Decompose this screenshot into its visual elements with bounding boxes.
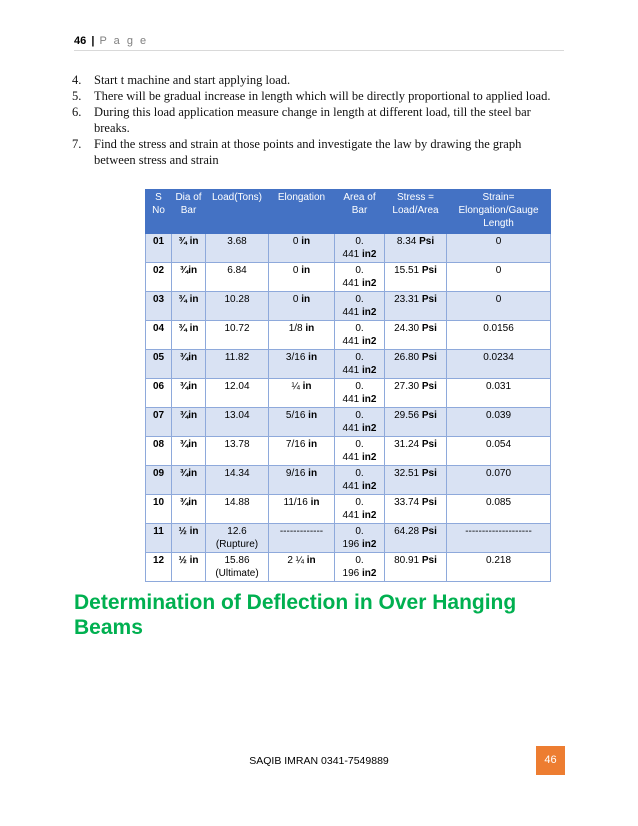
cell-elongation <box>269 292 335 321</box>
elongation-value: 11/16 <box>283 497 308 508</box>
cell-sno: 05 <box>146 350 172 379</box>
area-value-part1: 0. <box>355 294 364 305</box>
elongation-value: ------------- <box>279 526 324 537</box>
table-row <box>146 292 551 321</box>
area-value-part1: 0. <box>355 265 364 276</box>
load-value: 14.34 <box>224 468 250 479</box>
stress-value: 15.51 <box>394 265 420 276</box>
cell-dia: ¾in <box>172 263 206 292</box>
area-line2 <box>337 509 382 522</box>
area-unit: in2 <box>362 510 377 521</box>
cell-strain: 0.0156 <box>447 321 551 350</box>
cell-load <box>206 524 269 553</box>
cell-strain: 0.0234 <box>447 350 551 379</box>
results-table-container <box>145 189 551 582</box>
stress-value: 64.28 <box>394 526 420 537</box>
cell-sno: 12 <box>146 553 172 582</box>
cell-load <box>206 466 269 495</box>
footer-page-badge: 46 <box>536 746 565 775</box>
area-unit: in2 <box>362 452 377 463</box>
cell-elongation <box>269 466 335 495</box>
cell-elongation <box>269 437 335 466</box>
area-line2 <box>337 422 382 435</box>
area-line2 <box>337 538 382 551</box>
table-row <box>146 263 551 292</box>
procedure-step <box>72 104 562 136</box>
elongation-unit: in <box>310 497 320 508</box>
cell-sno: 01 <box>146 234 172 263</box>
elongation-value: 0 <box>292 265 299 276</box>
load-value: 10.28 <box>224 294 250 305</box>
stress-value: 80.91 <box>394 555 420 566</box>
cell-dia: ¾in <box>172 495 206 524</box>
page-header <box>74 35 564 51</box>
cell-elongation <box>269 321 335 350</box>
stress-value: 26.80 <box>394 352 420 363</box>
elongation-unit: in <box>301 236 311 247</box>
cell-strain: 0.039 <box>447 408 551 437</box>
elongation-value: 2 ¼ <box>287 555 304 566</box>
procedure-step <box>72 88 562 104</box>
area-value-part2: 196 <box>342 539 360 550</box>
step-text: Find the stress and strain at those points and investigate the law by drawing the graph between stress and strain <box>94 137 522 167</box>
cell-stress <box>385 553 447 582</box>
load-value: 13.78 <box>224 439 250 450</box>
cell-dia: ½ in <box>172 553 206 582</box>
stress-unit: Psi <box>421 352 437 363</box>
header-page-number: 46 <box>74 35 87 47</box>
column-header: Load(Tons) <box>206 190 269 234</box>
column-header: Strain= Elongation/Gauge Length <box>447 190 551 234</box>
elongation-value: 5/16 <box>285 410 306 421</box>
stress-unit: Psi <box>421 381 437 392</box>
cell-strain: -------------------- <box>447 524 551 553</box>
area-value-part1: 0. <box>355 497 364 508</box>
area-value-part2: 441 <box>342 481 360 492</box>
cell-dia: ¾ in <box>172 234 206 263</box>
stress-value: 27.30 <box>394 381 420 392</box>
table-row <box>146 553 551 582</box>
cell-dia: ¾ in <box>172 321 206 350</box>
area-value-part2: 441 <box>342 452 360 463</box>
elongation-value: ¼ <box>291 381 300 392</box>
cell-elongation <box>269 524 335 553</box>
column-header: Stress = Load/Area <box>385 190 447 234</box>
table-body <box>146 234 551 582</box>
step-text: There will be gradual increase in length which will be directly proportional to applied load. <box>94 89 551 103</box>
cell-area <box>335 379 385 408</box>
column-header: Elongation <box>269 190 335 234</box>
area-unit: in2 <box>362 568 377 579</box>
cell-load <box>206 553 269 582</box>
cell-dia: ¾in <box>172 437 206 466</box>
cell-stress <box>385 379 447 408</box>
area-value-part1: 0. <box>355 410 364 421</box>
cell-stress <box>385 466 447 495</box>
elongation-value: 3/16 <box>285 352 306 363</box>
area-value-part2: 441 <box>342 394 360 405</box>
cell-elongation <box>269 379 335 408</box>
area-unit: in2 <box>362 278 377 289</box>
table-row <box>146 234 551 263</box>
area-value-part2: 441 <box>342 423 360 434</box>
cell-strain: 0.070 <box>447 466 551 495</box>
load-value: 12.6 <box>227 526 247 537</box>
load-value: 12.04 <box>224 381 250 392</box>
area-value-part1: 0. <box>355 323 364 334</box>
procedure-step <box>72 136 562 168</box>
cell-stress <box>385 524 447 553</box>
area-line2 <box>337 567 382 580</box>
area-value-part1: 0. <box>355 526 364 537</box>
area-value-part1: 0. <box>355 381 364 392</box>
stress-unit: Psi <box>421 497 437 508</box>
area-line2 <box>337 248 382 261</box>
cell-strain: 0.085 <box>447 495 551 524</box>
area-line2 <box>337 277 382 290</box>
cell-strain: 0.031 <box>447 379 551 408</box>
header-separator: | <box>91 35 95 47</box>
header-page-label: P a g e <box>99 35 149 47</box>
cell-load <box>206 379 269 408</box>
cell-load <box>206 437 269 466</box>
area-value-part1: 0. <box>355 468 364 479</box>
cell-strain: 0 <box>447 234 551 263</box>
step-number: 5. <box>72 89 82 103</box>
cell-sno: 10 <box>146 495 172 524</box>
elongation-unit: in <box>301 294 311 305</box>
cell-stress <box>385 408 447 437</box>
area-value-part1: 0. <box>355 555 364 566</box>
cell-stress <box>385 234 447 263</box>
stress-unit: Psi <box>421 323 437 334</box>
cell-load <box>206 321 269 350</box>
elongation-value: 7/16 <box>285 439 306 450</box>
section-heading: Determination of Deflection in Over Hanging Beams <box>74 591 517 639</box>
cell-elongation <box>269 234 335 263</box>
area-value-part2: 441 <box>342 510 360 521</box>
area-unit: in2 <box>362 249 377 260</box>
area-line2 <box>337 306 382 319</box>
cell-load <box>206 495 269 524</box>
area-unit: in2 <box>362 423 377 434</box>
stress-unit: Psi <box>421 265 437 276</box>
load-value: 3.68 <box>227 236 247 247</box>
cell-dia: ¾in <box>172 466 206 495</box>
elongation-unit: in <box>305 323 315 334</box>
cell-area <box>335 495 385 524</box>
cell-stress <box>385 495 447 524</box>
stress-unit: Psi <box>421 410 437 421</box>
stress-value: 29.56 <box>394 410 420 421</box>
column-header: Dia of Bar <box>172 190 206 234</box>
cell-sno: 07 <box>146 408 172 437</box>
area-line2 <box>337 480 382 493</box>
cell-strain: 0 <box>447 292 551 321</box>
elongation-value: 1/8 <box>288 323 303 334</box>
load-value: 10.72 <box>224 323 250 334</box>
elongation-unit: in <box>308 410 318 421</box>
step-text: During this load application measure change in length at different load, till the steel bar breaks. <box>94 105 531 135</box>
cell-elongation <box>269 408 335 437</box>
cell-dia: ½ in <box>172 524 206 553</box>
column-header: S No <box>146 190 172 234</box>
cell-strain: 0.054 <box>447 437 551 466</box>
stress-value: 23.31 <box>394 294 420 305</box>
area-value-part1: 0. <box>355 236 364 247</box>
cell-stress <box>385 350 447 379</box>
cell-area <box>335 292 385 321</box>
load-value: 13.04 <box>224 410 250 421</box>
cell-sno: 09 <box>146 466 172 495</box>
procedure-step <box>72 72 562 88</box>
cell-dia: ¾in <box>172 379 206 408</box>
elongation-value: 9/16 <box>285 468 306 479</box>
area-value-part2: 196 <box>342 568 360 579</box>
stress-unit: Psi <box>421 294 437 305</box>
table-row <box>146 350 551 379</box>
stress-value: 32.51 <box>394 468 420 479</box>
area-unit: in2 <box>362 481 377 492</box>
area-value-part2: 441 <box>342 249 360 260</box>
table-header-row <box>146 190 551 234</box>
column-header: Area of Bar <box>335 190 385 234</box>
elongation-unit: in <box>301 265 311 276</box>
cell-elongation <box>269 350 335 379</box>
footer-author: SAQIB IMRAN 0341-7549889 <box>249 755 389 767</box>
table-row <box>146 437 551 466</box>
area-unit: in2 <box>362 307 377 318</box>
cell-dia: ¾in <box>172 350 206 379</box>
cell-area <box>335 524 385 553</box>
elongation-value: 0 <box>292 294 299 305</box>
cell-area <box>335 437 385 466</box>
step-number: 6. <box>72 105 82 119</box>
cell-sno: 03 <box>146 292 172 321</box>
area-value-part2: 441 <box>342 307 360 318</box>
area-value-part1: 0. <box>355 352 364 363</box>
stress-value: 24.30 <box>394 323 420 334</box>
cell-load <box>206 234 269 263</box>
table-row <box>146 408 551 437</box>
cell-sno: 06 <box>146 379 172 408</box>
cell-sno: 04 <box>146 321 172 350</box>
cell-sno: 11 <box>146 524 172 553</box>
stress-unit: Psi <box>421 526 437 537</box>
cell-load <box>206 350 269 379</box>
load-value: 6.84 <box>227 265 247 276</box>
stress-value: 31.24 <box>394 439 420 450</box>
stress-unit: Psi <box>419 236 435 247</box>
tensile-test-table <box>145 189 551 582</box>
load-value: 11.82 <box>224 352 250 363</box>
area-unit: in2 <box>362 365 377 376</box>
elongation-unit: in <box>308 468 318 479</box>
stress-unit: Psi <box>421 555 437 566</box>
area-value-part1: 0. <box>355 439 364 450</box>
cell-area <box>335 408 385 437</box>
cell-dia: ¾ in <box>172 292 206 321</box>
elongation-value: 0 <box>292 236 299 247</box>
cell-area <box>335 466 385 495</box>
elongation-unit: in <box>308 439 318 450</box>
area-line2 <box>337 451 382 464</box>
load-value: 15.86 <box>224 555 250 566</box>
area-unit: in2 <box>362 336 377 347</box>
cell-sno: 08 <box>146 437 172 466</box>
table-row <box>146 379 551 408</box>
cell-dia: ¾in <box>172 408 206 437</box>
cell-elongation <box>269 263 335 292</box>
cell-area <box>335 234 385 263</box>
area-line2 <box>337 335 382 348</box>
area-value-part2: 441 <box>342 365 360 376</box>
stress-unit: Psi <box>421 468 437 479</box>
cell-area <box>335 350 385 379</box>
table-row <box>146 495 551 524</box>
cell-load <box>206 292 269 321</box>
cell-elongation <box>269 495 335 524</box>
cell-area <box>335 263 385 292</box>
area-unit: in2 <box>362 394 377 405</box>
table-row <box>146 321 551 350</box>
cell-strain: 0 <box>447 263 551 292</box>
area-unit: in2 <box>362 539 377 550</box>
elongation-unit: in <box>306 555 316 566</box>
stress-value: 33.74 <box>394 497 420 508</box>
cell-load <box>206 408 269 437</box>
cell-sno: 02 <box>146 263 172 292</box>
table-row <box>146 524 551 553</box>
step-number: 7. <box>72 137 82 151</box>
step-number: 4. <box>72 73 82 87</box>
area-line2 <box>337 393 382 406</box>
cell-stress <box>385 292 447 321</box>
load-note: (Ultimate) <box>215 568 259 579</box>
cell-load <box>206 263 269 292</box>
cell-area <box>335 553 385 582</box>
elongation-unit: in <box>302 381 312 392</box>
step-text: Start t machine and start applying load. <box>94 73 291 87</box>
cell-stress <box>385 321 447 350</box>
stress-unit: Psi <box>421 439 437 450</box>
load-value: 14.88 <box>224 497 250 508</box>
cell-stress <box>385 263 447 292</box>
area-value-part2: 441 <box>342 336 360 347</box>
cell-stress <box>385 437 447 466</box>
cell-elongation <box>269 553 335 582</box>
table-row <box>146 466 551 495</box>
load-note: (Rupture) <box>215 539 259 550</box>
cell-strain: 0.218 <box>447 553 551 582</box>
procedure-steps <box>72 72 562 168</box>
cell-area <box>335 321 385 350</box>
stress-value: 8.34 <box>396 236 417 247</box>
area-value-part2: 441 <box>342 278 360 289</box>
elongation-unit: in <box>308 352 318 363</box>
area-line2 <box>337 364 382 377</box>
